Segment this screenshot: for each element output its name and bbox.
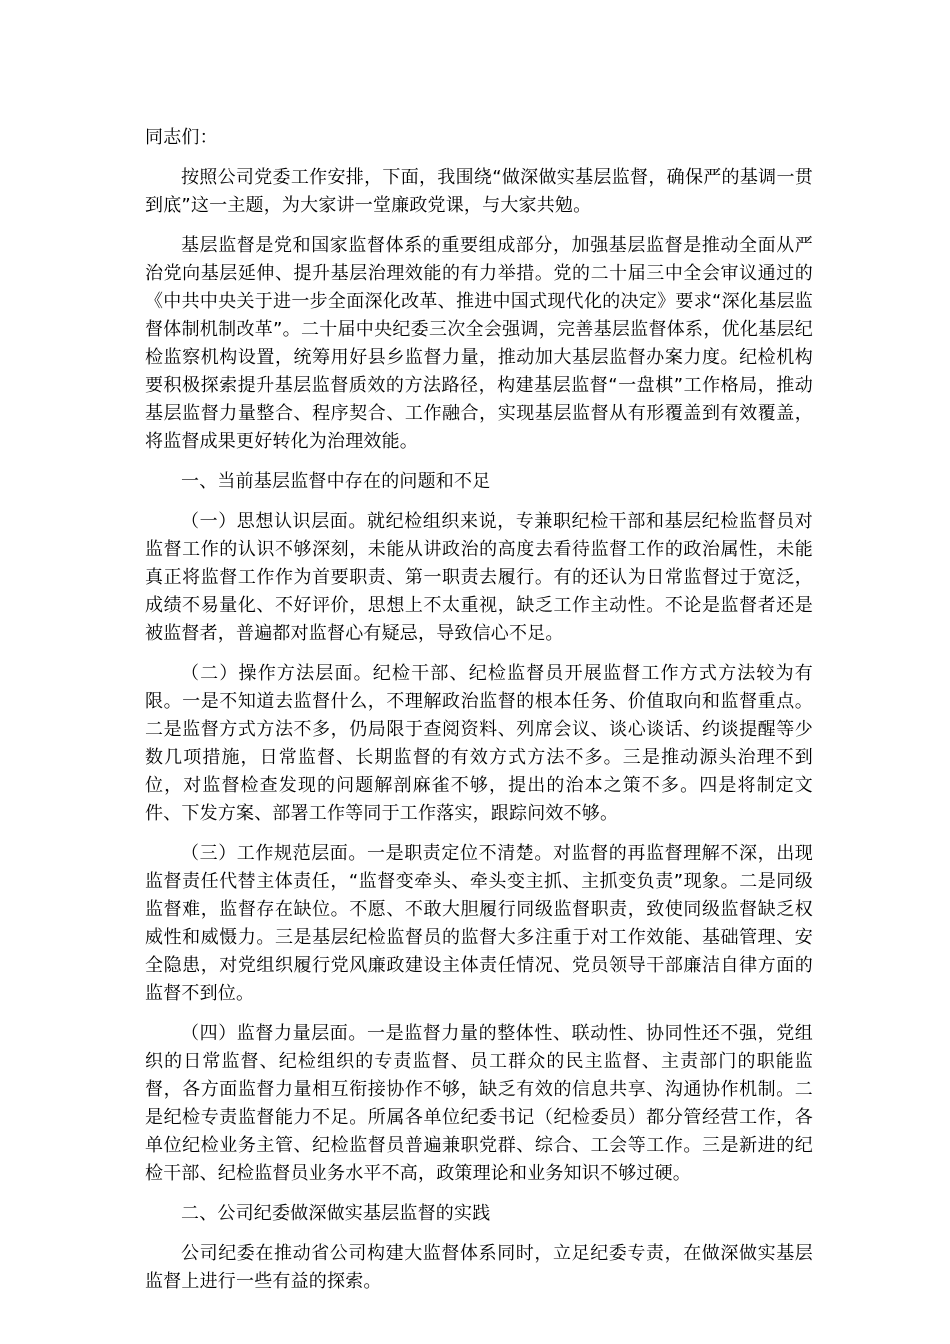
subsection-paragraph-3: （三）工作规范层面。一是职责定位不清楚。对监督的再监督理解不深，出现监督责任代替主体责任，“监督变牵头、牵头变主抓、主抓变负责”现象。二是同级监督难，监督存在缺位。不愿、不敢大胆履行同级监督职责，致使同级监督缺乏权威性和威慑力。三是基层纪检监督员的监督大多注重于对工作效能、基础管理、安全隐患，对党组织履行党风廉政建设主体责任情况、党员领导干部廉洁自律方面的监督不到位。 [145, 843, 813, 1004]
practice-paragraph: 公司纪委在推动省公司构建大监督体系同时，立足纪委专责，在做深做实基层监督上进行一些有益的探索。 [145, 1243, 813, 1292]
section-heading-2: 二、公司纪委做深做实基层监督的实践 [181, 1203, 491, 1224]
subsection-paragraph-2: （二）操作方法层面。纪检干部、纪检监督员开展监督工作方式方法较为有限。一是不知道去监督什么，不理解政治监督的根本任务、价值取向和监督重点。二是监督方式方法不多，仍局限于查阅资料、列席会议、谈心谈话、约谈提醒等少数几项措施，日常监督、长期监督的有效方式方法不多。三是推动源头治理不到位，对监督检查发现的问题解剖麻雀不够，提出的治本之策不多。四是将制定文件、下发方案、部署工作等同于工作落实，跟踪问效不够。 [145, 663, 813, 824]
subsection-paragraph-1: （一）思想认识层面。就纪检组织来说，专兼职纪检干部和基层纪检监督员对监督工作的认识不够深刻，未能从讲政治的高度去看待监督工作的政治属性，未能真正将监督工作作为首要职责、第一职责去履行。有的还认为日常监督过于宽泛，成绩不易量化、不好评价，思想上不太重视，缺乏工作主动性。不论是监督者还是被监督者，普遍都对监督心有疑忌，导致信心不足。 [145, 511, 813, 644]
salutation: 同志们： [145, 127, 218, 148]
subsection-paragraph-4: （四）监督力量层面。一是监督力量的整体性、联动性、协同性还不强，党组织的日常监督、纪检组织的专责监督、员工群众的民主监督、主责部门的职能监督，各方面监督力量相互衔接协作不够，缺乏有效的信息共享、沟通协作机制。二是纪检专责监督能力不足。所属各单位纪委书记（纪检委员）都分管经营工作，各单位纪检业务主管、纪检监督员普遍兼职党群、综合、工会等工作。三是新进的纪检干部、纪检监督员业务水平不高，政策理论和业务知识不够过硬。 [145, 1023, 813, 1184]
section-heading-1: 一、当前基层监督中存在的问题和不足 [181, 471, 491, 492]
document-body [145, 124, 813, 1296]
background-paragraph: 基层监督是党和国家监督体系的重要组成部分，加强基层监督是推动全面从严治党向基层延伸、提升基层治理效能的有力举措。党的二十届三中全会审议通过的《中共中央关于进一步全面深化改革、推进中国式现代化的决定》要求“深化基层监督体制机制改革”。二十届中央纪委三次全会强调，完善基层监督体系，优化基层纪检监察机构设置，统筹用好县乡监督力量，推动加大基层监督办案力度。纪检机构要积极探索提升基层监督质效的方法路径，构建基层监督“一盘棋”工作格局，推动基层监督力量整合、程序契合、工作融合，实现基层监督从有形覆盖到有效覆盖，将监督成果更好转化为治理效能。 [145, 235, 813, 452]
intro-paragraph: 按照公司党委工作安排，下面，我围绕“做深做实基层监督，确保严的基调一贯到底”这一主题，为大家讲一堂廉政党课，与大家共勉。 [145, 167, 813, 216]
